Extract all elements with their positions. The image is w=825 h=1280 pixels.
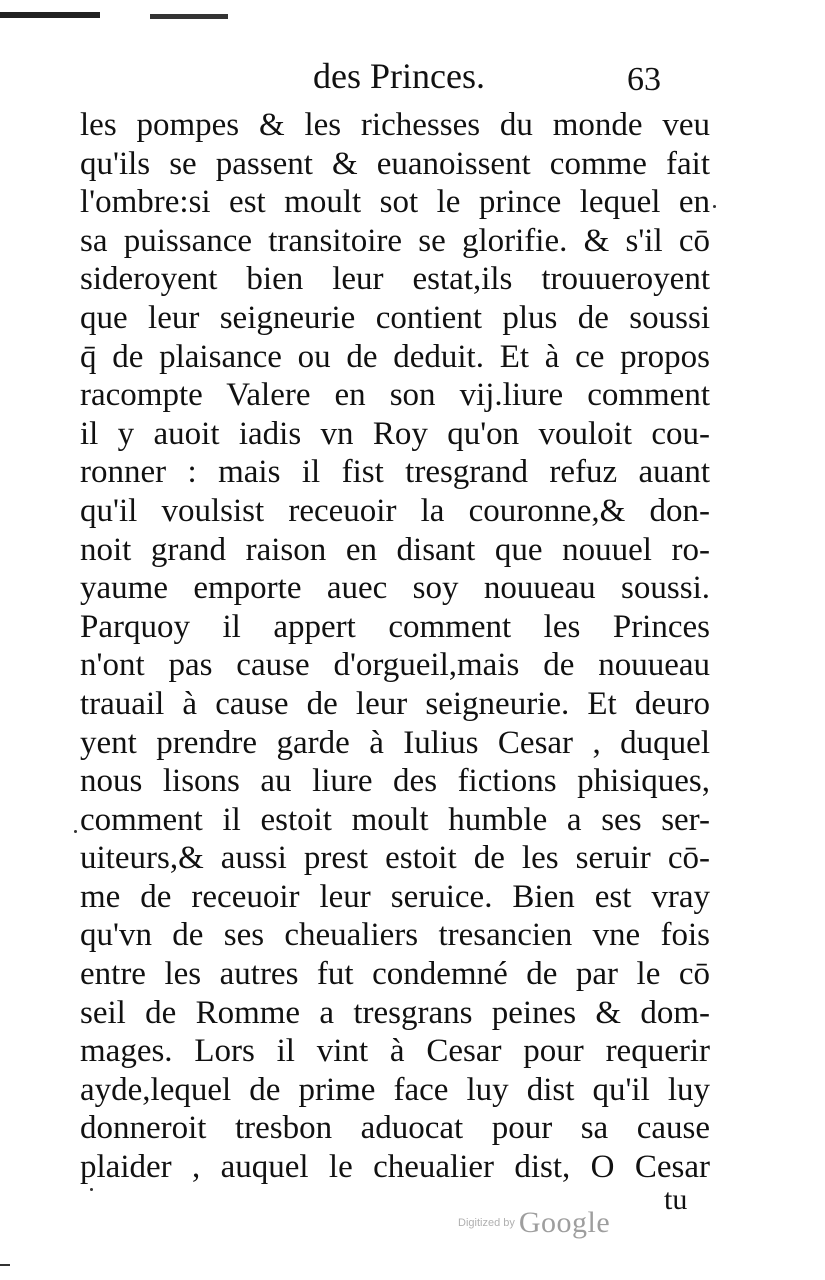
text-line: ayde,lequel de prime face luy dist qu'il luy <box>80 1071 710 1108</box>
text-line: les pompes & les richesses du monde veu <box>80 107 710 143</box>
text-line: sa puissance transitoire se glorifie. & s'il cō <box>80 222 710 259</box>
text-line: seil de Romme a tresgrans peines & dom- <box>80 994 710 1031</box>
ink-mark <box>0 12 100 18</box>
text-line: me de receuoir leur seruice. Bien est vray <box>80 878 710 915</box>
watermark-prefix: Digitized by <box>458 1217 515 1229</box>
running-title: des Princes. <box>313 56 485 96</box>
text-line: n'ont pas cause d'orgueil,mais de nouueau <box>80 647 710 684</box>
text-line: noit grand raison en disant que nouuel ro- <box>80 531 710 568</box>
text-line: Parquoy il appert comment les Princes <box>80 608 710 645</box>
text-line: qu'il voulsist receuoir la couronne,& don- <box>80 492 710 529</box>
ink-mark <box>150 14 228 19</box>
google-logo: Google <box>518 1206 611 1239</box>
body-text <box>80 106 710 1187</box>
text-line: uiteurs,& aussi prest estoit de les seruir cō- <box>80 840 710 877</box>
ink-speck <box>713 205 716 208</box>
text-line: trauail à cause de leur seigneurie. Et deuro <box>80 685 710 722</box>
text-line: qu'vn de ses cheualiers tresancien vne fois <box>80 917 710 954</box>
ink-speck <box>74 830 77 833</box>
text-line: sideroyent bien leur estat,ils trouueroyent <box>80 261 710 298</box>
text-line: plaider , auquel le cheualier dist, O Cesar <box>80 1149 710 1186</box>
text-line: donneroit tresbon aduocat pour sa cause <box>80 1110 710 1147</box>
margin-mark <box>0 1264 10 1266</box>
text-line: nous lisons au liure des fictions phisiques, <box>80 763 710 800</box>
page-number: 63 <box>627 61 661 98</box>
running-head <box>0 54 825 104</box>
text-line: qu'ils se passent & euanoissent comme fait <box>80 145 710 182</box>
text-line: entre les autres fut condemné de par le cō <box>80 956 710 993</box>
text-line: q̄ de plaisance ou de deduit. Et à ce propos <box>80 338 710 375</box>
text-line: ronner : mais il fist tresgrand refuz auant <box>80 454 710 491</box>
text-line: que leur seigneurie contient plus de soussi <box>80 299 710 336</box>
text-line: il y auoit iadis vn Roy qu'on vouloit cou- <box>80 415 710 452</box>
text-line: racompte Valere en son vij.liure comment <box>80 377 710 414</box>
text-line: comment il estoit moult humble a ses ser- <box>80 801 710 838</box>
ink-speck <box>90 1188 93 1191</box>
catchword: tu <box>664 1183 688 1216</box>
text-line: yent prendre garde à Iulius Cesar , duquel <box>80 724 710 761</box>
top-edge-marks <box>0 10 240 20</box>
text-line: mages. Lors il vint à Cesar pour requerir <box>80 1033 710 1070</box>
text-line: yaume emporte auec soy nouueau soussi. <box>80 570 710 607</box>
text-line: l'ombre:si est moult sot le prince lequel en <box>80 184 710 221</box>
digitized-watermark <box>458 1206 610 1240</box>
